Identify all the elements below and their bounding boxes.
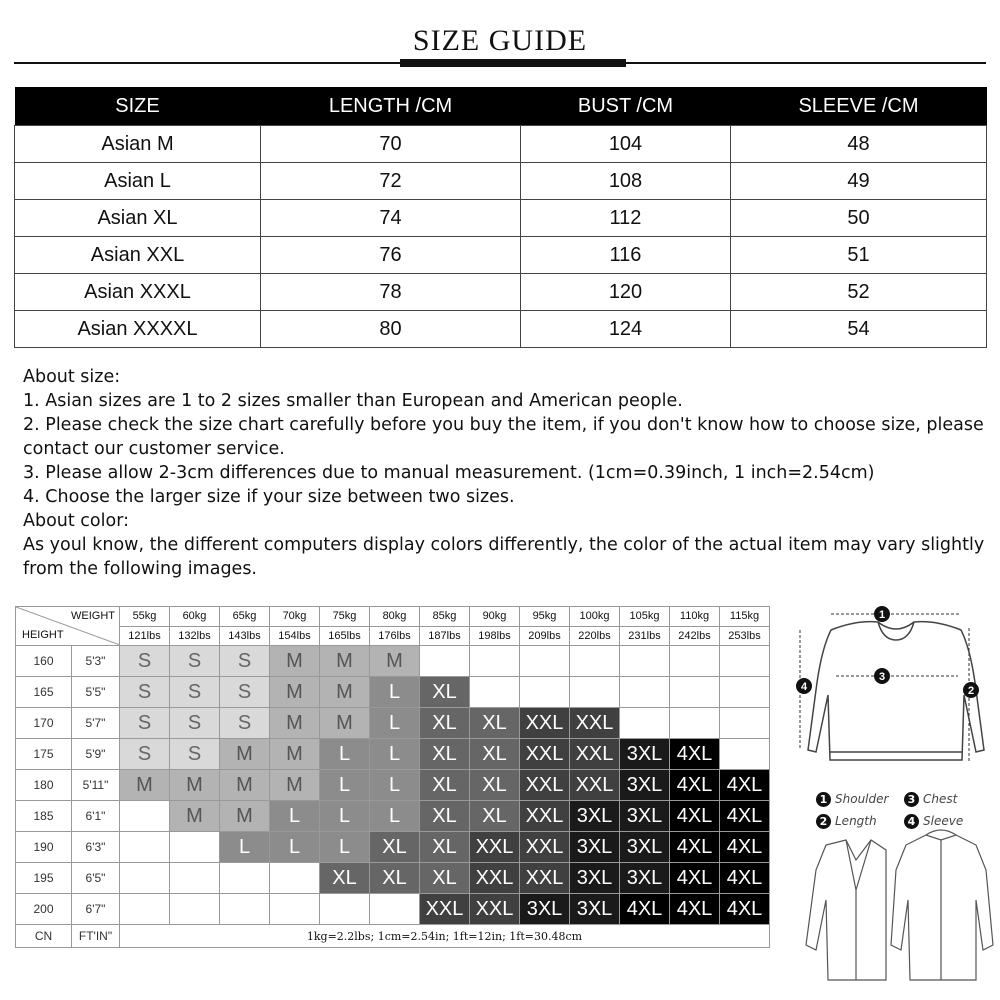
- weight-lbs-header: 154lbs: [270, 626, 320, 646]
- weight-kg-header: 60kg: [170, 607, 220, 627]
- size-recommendation-cell: L: [370, 708, 420, 739]
- size-recommendation-cell: L: [220, 832, 270, 863]
- height-cm: 190: [16, 832, 72, 863]
- size-table-row: [15, 311, 987, 348]
- size-recommendation-cell: M: [320, 708, 370, 739]
- size-recommendation-cell: [170, 894, 220, 925]
- height-cm: 195: [16, 863, 72, 894]
- size-recommendation-cell: M: [270, 646, 320, 677]
- size-recommendation-cell: M: [170, 770, 220, 801]
- weight-lbs-header: 231lbs: [620, 626, 670, 646]
- color-note: As youl know, the different computers display colors differently, the color of the actual item may vary slightly from the following images.: [23, 535, 985, 579]
- size-recommendation-cell: [570, 677, 620, 708]
- size-recommendation-cell: [470, 646, 520, 677]
- size-table-row: [15, 237, 987, 274]
- chart-row: [16, 677, 770, 708]
- size-recommendation-cell: [520, 677, 570, 708]
- size-recommendation-cell: XXL: [520, 770, 570, 801]
- size-recommendation-cell: [120, 863, 170, 894]
- weight-kg-header: 75kg: [320, 607, 370, 627]
- size-recommendation-cell: XXL: [520, 708, 570, 739]
- size-recommendation-cell: 4XL: [720, 801, 770, 832]
- size-table-cell: 124: [521, 311, 731, 348]
- size-recommendation-cell: S: [170, 677, 220, 708]
- header-sleeve: SLEEVE /CM: [731, 87, 987, 126]
- size-recommendation-cell: S: [120, 677, 170, 708]
- weight-height-chart: [15, 606, 770, 948]
- size-recommendation-cell: XXL: [520, 863, 570, 894]
- size-table-cell: 108: [521, 163, 731, 200]
- size-recommendation-cell: [670, 646, 720, 677]
- marker-4: 4: [800, 681, 808, 693]
- size-recommendation-cell: [670, 677, 720, 708]
- weight-kg-header: 70kg: [270, 607, 320, 627]
- height-cm: 200: [16, 894, 72, 925]
- size-recommendation-cell: [120, 894, 170, 925]
- about-color-heading: About color:: [23, 511, 129, 531]
- size-table-cell: 120: [521, 274, 731, 311]
- size-recommendation-cell: L: [320, 770, 370, 801]
- height-cm: 175: [16, 739, 72, 770]
- size-recommendation-cell: L: [370, 739, 420, 770]
- size-table-row: [15, 163, 987, 200]
- size-table-cell: 78: [261, 274, 521, 311]
- legend-shoulder: 1 Shoulder: [816, 792, 904, 807]
- size-recommendation-cell: S: [120, 708, 170, 739]
- size-recommendation-cell: M: [270, 770, 320, 801]
- chart-row: [16, 739, 770, 770]
- size-recommendation-cell: 3XL: [620, 832, 670, 863]
- chart-footer: [16, 925, 770, 948]
- size-recommendation-cell: [120, 832, 170, 863]
- size-recommendation-cell: [420, 646, 470, 677]
- size-recommendation-cell: XL: [420, 801, 470, 832]
- size-recommendation-cell: XXL: [570, 739, 620, 770]
- size-recommendation-cell: 3XL: [620, 863, 670, 894]
- height-ft: 5'5": [72, 677, 120, 708]
- size-recommendation-cell: XL: [370, 863, 420, 894]
- size-recommendation-cell: [720, 646, 770, 677]
- size-recommendation-cell: XL: [370, 832, 420, 863]
- size-recommendation-cell: M: [270, 739, 320, 770]
- size-table-cell: 54: [731, 311, 987, 348]
- weight-lbs-header: 209lbs: [520, 626, 570, 646]
- size-recommendation-cell: XL: [470, 801, 520, 832]
- size-recommendation-cell: L: [320, 739, 370, 770]
- weight-kg-header: 90kg: [470, 607, 520, 627]
- size-table-cell: 49: [731, 163, 987, 200]
- size-table-cell: Asian M: [15, 126, 261, 163]
- size-recommendation-cell: 3XL: [570, 832, 620, 863]
- size-recommendation-cell: [620, 708, 670, 739]
- size-table: [14, 87, 987, 348]
- chart-row: [16, 770, 770, 801]
- header-length: LENGTH /CM: [261, 87, 521, 126]
- size-recommendation-cell: 4XL: [720, 894, 770, 925]
- conversion-note: 1kg=2.2lbs; 1cm=2.54in; 1ft=12in; 1ft=30.48cm: [120, 925, 770, 948]
- size-recommendation-cell: [170, 863, 220, 894]
- size-table-row: [15, 126, 987, 163]
- size-recommendation-cell: 3XL: [620, 739, 670, 770]
- size-recommendation-cell: M: [370, 646, 420, 677]
- weight-kg-header: 110kg: [670, 607, 720, 627]
- size-table-cell: 70: [261, 126, 521, 163]
- weight-kg-row: [16, 607, 770, 627]
- size-table-cell: 76: [261, 237, 521, 274]
- size-recommendation-cell: XXL: [520, 739, 570, 770]
- size-recommendation-cell: M: [220, 770, 270, 801]
- size-recommendation-cell: M: [220, 739, 270, 770]
- size-recommendation-cell: S: [170, 739, 220, 770]
- size-recommendation-cell: XXL: [470, 894, 520, 925]
- size-note-1: 1. Asian sizes are 1 to 2 sizes smaller than European and American people.: [23, 391, 683, 411]
- weight-kg-header: 80kg: [370, 607, 420, 627]
- size-recommendation-cell: 4XL: [670, 770, 720, 801]
- chart-row: [16, 801, 770, 832]
- size-recommendation-cell: [320, 894, 370, 925]
- size-recommendation-cell: S: [220, 646, 270, 677]
- weight-lbs-header: 176lbs: [370, 626, 420, 646]
- height-cm: 160: [16, 646, 72, 677]
- size-recommendation-cell: XXL: [420, 894, 470, 925]
- weight-lbs-header: 220lbs: [570, 626, 620, 646]
- weight-axis-label: WEIGHT: [71, 610, 115, 622]
- size-recommendation-cell: M: [270, 708, 320, 739]
- size-recommendation-cell: 4XL: [670, 739, 720, 770]
- legend-length: 2 Length: [816, 814, 904, 829]
- size-recommendation-cell: [670, 708, 720, 739]
- size-recommendation-cell: L: [370, 801, 420, 832]
- size-recommendation-cell: XL: [420, 677, 470, 708]
- weight-lbs-header: 242lbs: [670, 626, 720, 646]
- legend-chest: 3 Chest: [904, 792, 992, 807]
- height-axis-label: HEIGHT: [22, 629, 64, 641]
- height-cm: 185: [16, 801, 72, 832]
- size-recommendation-cell: S: [120, 646, 170, 677]
- size-table-cell: 51: [731, 237, 987, 274]
- weight-kg-header: 65kg: [220, 607, 270, 627]
- chart-row: [16, 708, 770, 739]
- size-recommendation-cell: [570, 646, 620, 677]
- size-note-3: 3. Please allow 2-3cm differences due to manual measurement. (1cm=0.39inch, 1 inch=2.54cm): [23, 463, 875, 483]
- size-recommendation-cell: [720, 739, 770, 770]
- marker-2: 2: [967, 685, 975, 697]
- height-ft: 5'11": [72, 770, 120, 801]
- size-recommendation-cell: [620, 677, 670, 708]
- size-table-cell: 74: [261, 200, 521, 237]
- size-table-cell: 52: [731, 274, 987, 311]
- size-recommendation-cell: 4XL: [720, 863, 770, 894]
- size-recommendation-cell: [520, 646, 570, 677]
- size-recommendation-cell: 3XL: [620, 770, 670, 801]
- weight-kg-header: 105kg: [620, 607, 670, 627]
- height-ft: 6'1": [72, 801, 120, 832]
- size-table-row: [15, 274, 987, 311]
- height-ft: 6'3": [72, 832, 120, 863]
- size-recommendation-cell: XL: [420, 832, 470, 863]
- height-cm: 165: [16, 677, 72, 708]
- size-table-cell: 72: [261, 163, 521, 200]
- footer-cn: CN: [16, 925, 72, 948]
- size-recommendation-cell: XL: [470, 739, 520, 770]
- size-recommendation-cell: XXL: [470, 863, 520, 894]
- size-notes: [23, 365, 988, 581]
- size-table-row: [15, 200, 987, 237]
- size-table-cell: 112: [521, 200, 731, 237]
- size-recommendation-cell: M: [120, 770, 170, 801]
- size-recommendation-cell: [720, 708, 770, 739]
- header-size: SIZE: [15, 87, 261, 126]
- size-note-4: 4. Choose the larger size if your size between two sizes.: [23, 487, 515, 507]
- weight-lbs-row: [16, 626, 770, 646]
- size-recommendation-cell: L: [320, 832, 370, 863]
- size-recommendation-cell: XXL: [570, 770, 620, 801]
- header-bust: BUST /CM: [521, 87, 731, 126]
- weight-lbs-header: 132lbs: [170, 626, 220, 646]
- size-recommendation-cell: XL: [420, 863, 470, 894]
- size-table-cell: Asian L: [15, 163, 261, 200]
- height-ft: 5'3": [72, 646, 120, 677]
- size-recommendation-cell: XL: [470, 770, 520, 801]
- size-recommendation-cell: XL: [470, 708, 520, 739]
- weight-lbs-header: 253lbs: [720, 626, 770, 646]
- size-recommendation-cell: 3XL: [520, 894, 570, 925]
- footer-ftin: FT'IN": [72, 925, 120, 948]
- size-recommendation-cell: L: [270, 801, 320, 832]
- size-recommendation-cell: [470, 677, 520, 708]
- size-recommendation-cell: 4XL: [670, 832, 720, 863]
- size-recommendation-cell: 4XL: [720, 832, 770, 863]
- size-recommendation-cell: 4XL: [670, 801, 720, 832]
- size-recommendation-cell: L: [370, 677, 420, 708]
- chart-row: [16, 894, 770, 925]
- size-recommendation-cell: XXL: [520, 801, 570, 832]
- weight-kg-header: 95kg: [520, 607, 570, 627]
- chart-corner: [16, 607, 120, 646]
- height-ft: 6'7": [72, 894, 120, 925]
- size-recommendation-cell: 3XL: [570, 801, 620, 832]
- size-table-header: [15, 87, 987, 126]
- size-recommendation-cell: 3XL: [570, 863, 620, 894]
- size-table-cell: Asian XL: [15, 200, 261, 237]
- size-recommendation-cell: XL: [420, 708, 470, 739]
- size-recommendation-cell: M: [320, 677, 370, 708]
- weight-kg-header: 85kg: [420, 607, 470, 627]
- size-recommendation-cell: 4XL: [670, 894, 720, 925]
- size-recommendation-cell: M: [270, 677, 320, 708]
- size-table-cell: Asian XXXL: [15, 274, 261, 311]
- size-recommendation-cell: [720, 677, 770, 708]
- size-recommendation-cell: [170, 832, 220, 863]
- size-table-cell: Asian XXXXL: [15, 311, 261, 348]
- size-recommendation-cell: XXL: [520, 832, 570, 863]
- size-recommendation-cell: [220, 863, 270, 894]
- size-recommendation-cell: 4XL: [720, 770, 770, 801]
- size-recommendation-cell: [620, 646, 670, 677]
- size-recommendation-cell: XXL: [570, 708, 620, 739]
- weight-kg-header: 55kg: [120, 607, 170, 627]
- page-title: SIZE GUIDE: [412, 24, 588, 57]
- marker-3: 3: [878, 671, 886, 683]
- jacket-sketches: [806, 830, 993, 980]
- size-recommendation-cell: XL: [420, 739, 470, 770]
- weight-lbs-header: 187lbs: [420, 626, 470, 646]
- chart-row: [16, 863, 770, 894]
- size-recommendation-cell: S: [220, 677, 270, 708]
- measurement-legend: [816, 788, 996, 832]
- marker-1: 1: [878, 609, 886, 621]
- size-table-cell: 50: [731, 200, 987, 237]
- weight-lbs-header: 198lbs: [470, 626, 520, 646]
- size-table-cell: 48: [731, 126, 987, 163]
- height-ft: 6'5": [72, 863, 120, 894]
- size-recommendation-cell: [270, 863, 320, 894]
- size-recommendation-cell: 4XL: [670, 863, 720, 894]
- chart-row: [16, 646, 770, 677]
- size-recommendation-cell: M: [170, 801, 220, 832]
- size-recommendation-cell: L: [320, 801, 370, 832]
- size-recommendation-cell: L: [370, 770, 420, 801]
- title-rule-accent: [400, 59, 626, 67]
- weight-lbs-header: 165lbs: [320, 626, 370, 646]
- height-cm: 170: [16, 708, 72, 739]
- size-recommendation-cell: 4XL: [620, 894, 670, 925]
- size-recommendation-cell: M: [320, 646, 370, 677]
- height-cm: 180: [16, 770, 72, 801]
- size-recommendation-cell: 3XL: [570, 894, 620, 925]
- size-recommendation-cell: M: [220, 801, 270, 832]
- size-recommendation-cell: XL: [320, 863, 370, 894]
- size-table-cell: 104: [521, 126, 731, 163]
- height-ft: 5'7": [72, 708, 120, 739]
- about-size-heading: About size:: [23, 367, 121, 387]
- size-recommendation-cell: S: [170, 708, 220, 739]
- size-table-cell: 116: [521, 237, 731, 274]
- size-recommendation-cell: L: [270, 832, 320, 863]
- weight-kg-header: 100kg: [570, 607, 620, 627]
- legend-sleeve: 4 Sleeve: [904, 814, 992, 829]
- size-recommendation-cell: S: [220, 708, 270, 739]
- weight-kg-header: 115kg: [720, 607, 770, 627]
- size-recommendation-cell: [220, 894, 270, 925]
- size-recommendation-cell: [370, 894, 420, 925]
- size-note-2: 2. Please check the size chart carefully before you buy the item, if you don't know how to choose size, please contact our customer service.: [23, 415, 984, 459]
- size-recommendation-cell: S: [170, 646, 220, 677]
- weight-lbs-header: 143lbs: [220, 626, 270, 646]
- size-recommendation-cell: XXL: [470, 832, 520, 863]
- weight-lbs-header: 121lbs: [120, 626, 170, 646]
- size-table-cell: Asian XXL: [15, 237, 261, 274]
- height-ft: 5'9": [72, 739, 120, 770]
- size-table-cell: 80: [261, 311, 521, 348]
- size-recommendation-cell: XL: [420, 770, 470, 801]
- size-recommendation-cell: S: [120, 739, 170, 770]
- chart-row: [16, 832, 770, 863]
- size-recommendation-cell: [120, 801, 170, 832]
- size-recommendation-cell: [270, 894, 320, 925]
- size-recommendation-cell: 3XL: [620, 801, 670, 832]
